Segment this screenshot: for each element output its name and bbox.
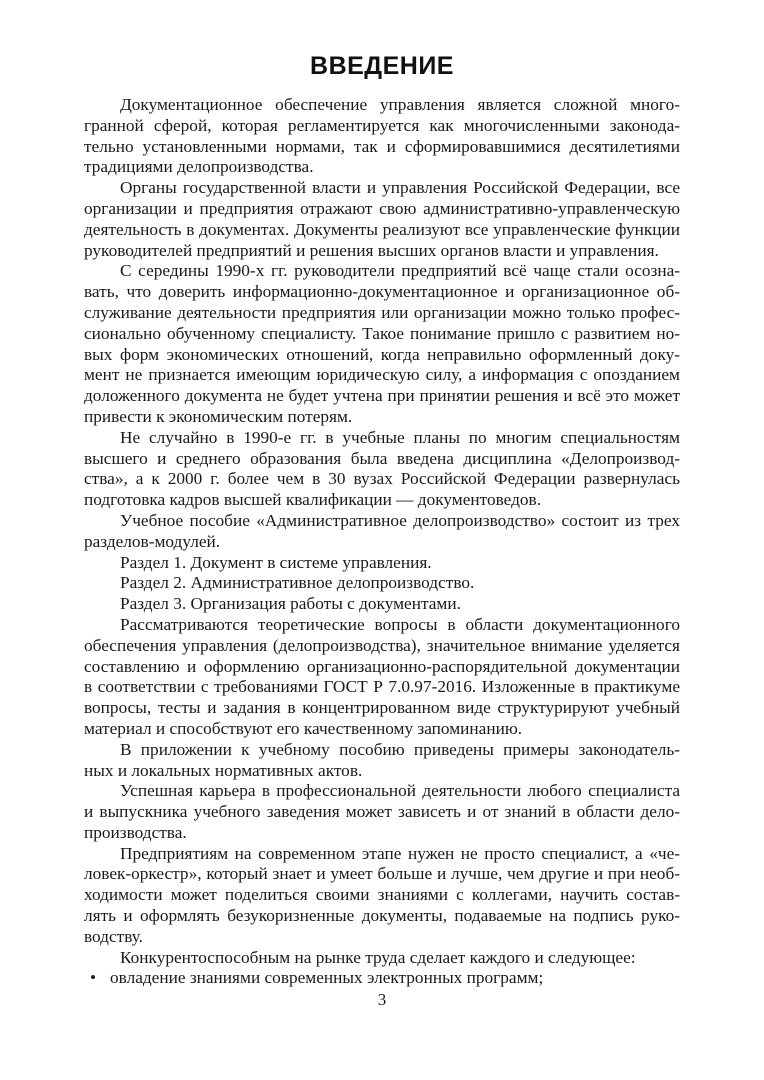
paragraph [84, 948, 680, 969]
paragraph [84, 781, 680, 843]
text-line: лять и оформлять безукоризненные документы, подаваемые на подпись руко- [84, 906, 680, 926]
page-title: ВВЕДЕНИЕ [310, 52, 454, 80]
text-line: В приложении к учебному пособию приведены примеры законодатель- [120, 739, 680, 759]
text-line: Предприятиям на современном этапе нужен не просто специалист, а «че- [120, 843, 680, 863]
text-line: С середины 1990-х гг. руководители предприятий всё чаще стали осозна- [120, 261, 680, 281]
page-number: 3 [377, 990, 387, 1009]
text-line: сионально обученному специалисту. Такое понимание пришло с развитием но- [84, 323, 680, 343]
text-line: ловек-оркестр», который знает и умеет больше и лучше, чем другие и при необ- [84, 864, 680, 884]
text-line: подготовка кадров высшей квалификации — документоведов. [84, 490, 542, 510]
text-line: Учебное пособие «Административное делопроизводство» состоит из трех [120, 510, 680, 530]
text-line: материал и способствуют его качественному запоминанию. [84, 718, 523, 738]
text-line: Раздел 1. Документ в системе управления. [120, 552, 432, 572]
text-line: водству. [84, 926, 143, 946]
text-line: Успешная карьера в профессиональной деятельности любого специалиста [120, 781, 680, 801]
text-line: традициями делопроизводства. [84, 157, 314, 177]
paragraph [84, 511, 680, 553]
text-line: производства. [84, 822, 187, 842]
paragraph [84, 615, 680, 740]
text-line: Не случайно в 1990-е гг. в учебные планы по многим специальностям [120, 427, 680, 447]
paragraph [84, 553, 680, 574]
text-line: вых форм экономических отношений, когда неправильно оформленный доку- [84, 344, 680, 364]
text-line: высшего и среднего образования была введена дисциплина «Делопроизвод- [84, 448, 680, 468]
paragraph [84, 740, 680, 782]
text-line: руководителей предприятий и решения высших органов власти и управления. [84, 240, 659, 260]
text-line: разделов-модулей. [84, 531, 221, 551]
text-line: вать, что доверить информационно-документационное и организационное об- [84, 282, 680, 302]
text-line: ных и локальных нормативных актов. [84, 760, 363, 780]
paragraph [84, 95, 680, 178]
text-line: ства», а к 2000 г. более чем в 30 вузах Российской Федерации развернулась [84, 469, 680, 489]
text-line: Рассматриваются теоретические вопросы в области документационного [120, 614, 680, 634]
text-line: составлению и оформлению организационно-распорядительной документации [84, 656, 680, 676]
text-line: Органы государственной власти и управления Российской Федерации, все [120, 178, 680, 198]
text-line: Раздел 3. Организация работы с документами. [120, 594, 461, 614]
text-line: в соответствии с требованиями ГОСТ Р 7.0.97-2016. Изложенные в практикуме [84, 677, 680, 697]
bullet-item [84, 968, 680, 989]
text-line: вопросы, тесты и задания в концентрированном виде структурируют учебный [84, 698, 680, 718]
text-line: тельно установленными нормами, так и сформировавшимися десятилетиями [84, 136, 680, 156]
text-line: Конкурентоспособным на рынке труда сделает каждого и следующее: [120, 947, 636, 967]
text-line: и выпускника учебного заведения может зависеть и от знаний в области дело- [84, 802, 680, 822]
paragraph [84, 178, 680, 261]
paragraph [84, 573, 680, 594]
text-line: ходимости может поделиться своими знаниями с коллегами, научить состав- [84, 885, 680, 905]
text-line: организации и предприятия отражают свою административно-управленческую [84, 198, 680, 218]
text-line: деятельность в документах. Документы реализуют все управленческие функции [84, 219, 680, 239]
bullet-icon: • [90, 968, 97, 988]
bullet-text: овладение знаниями современных электронных программ; [110, 968, 544, 988]
text-line: гранной сферой, которая регламентируется как многочисленными законода- [84, 115, 680, 135]
paragraph [84, 428, 680, 511]
text-line: мент не признается имеющим юридическую силу, а информация с опозданием [84, 365, 680, 385]
text-line: привести к экономическим потерям. [84, 406, 353, 426]
paragraph [84, 594, 680, 615]
text-line: Раздел 2. Административное делопроизводство. [120, 573, 475, 593]
text-line: доложенного документа не будет учтена при принятии решения и всё это может [84, 386, 680, 406]
text-line: Документационное обеспечение управления является сложной много- [120, 95, 680, 114]
paragraph [84, 261, 680, 427]
paragraph [84, 844, 680, 948]
document-body [84, 95, 680, 989]
text-line: обеспечения управления (делопроизводства), значительное внимание уделяется [84, 635, 680, 655]
text-line: служивание деятельности предприятия или организации можно только профес- [84, 302, 680, 322]
